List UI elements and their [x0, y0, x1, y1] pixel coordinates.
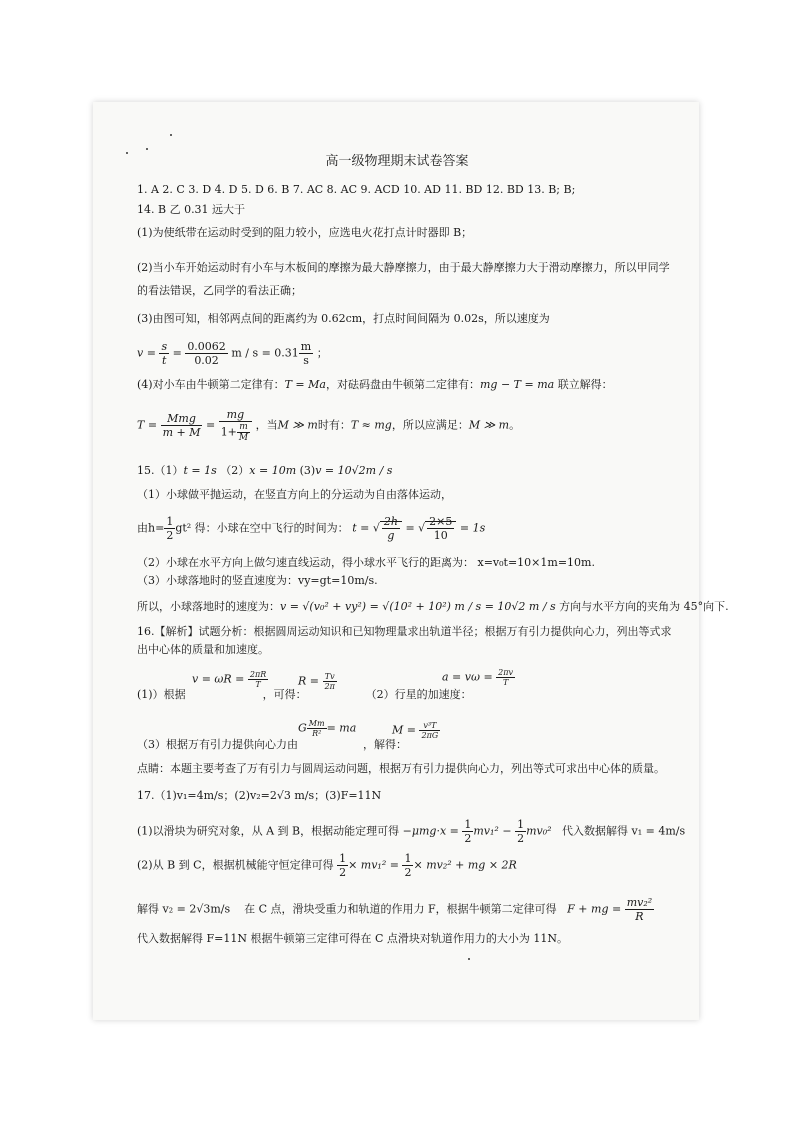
- formula-num: 1: [166, 515, 174, 528]
- formula-text: a = vω =: [442, 670, 493, 684]
- q15-answer-summary: [137, 464, 392, 478]
- formula-den: g: [387, 529, 395, 542]
- formula-den: 2: [464, 832, 472, 845]
- formula-num: m: [300, 340, 312, 353]
- text: 代入数据解得 v₁ = 4m/s: [562, 824, 686, 838]
- formula-den: T: [255, 680, 261, 689]
- formula-den: 2: [517, 832, 525, 845]
- formula-text: m / s = 0.31: [231, 346, 299, 360]
- formula-num: s: [161, 340, 168, 353]
- q17-part-1: [137, 818, 685, 845]
- text: ，所以应满足：: [391, 418, 469, 432]
- formula-den: 0.02: [194, 354, 219, 367]
- formula-text: T = Ma: [284, 378, 326, 391]
- formula-den: R: [635, 910, 644, 923]
- formula-text: v = ωR =: [192, 672, 245, 686]
- formula-num: 2πR: [249, 670, 267, 679]
- q14-part-1: (1)为使纸带在运动时受到的阻力较小，应选电火花打点计时器即 B；: [137, 226, 473, 239]
- q17-answer-summary: 17.（1)v₁=4m/s；(2)v₂=2√3 m/s；(3)F=11N: [137, 789, 382, 802]
- formula-text: T ≈ mg: [350, 418, 392, 432]
- q14-tension-formula: [137, 408, 520, 443]
- formula-den: 2: [339, 866, 347, 879]
- formula-text: mv₀²: [526, 824, 552, 838]
- q16-formula-acceleration: [442, 668, 515, 687]
- formula-text: =: [205, 418, 216, 432]
- formula-text: F + mg =: [567, 902, 622, 916]
- formula-text: mv₁² −: [473, 824, 512, 838]
- text: （2）: [220, 464, 250, 477]
- formula-text: G: [298, 721, 307, 735]
- formula-text: M =: [392, 723, 416, 737]
- formula-den: t: [162, 354, 167, 367]
- q14-part-4: [137, 378, 613, 392]
- formula-text: = 1s: [459, 521, 486, 535]
- formula-text: M ≫ m: [277, 418, 318, 432]
- formula-text: ；: [316, 346, 328, 360]
- speck-mark: [468, 958, 470, 960]
- formula-text: M ≫ m: [468, 418, 510, 432]
- formula-text: x = 10m: [249, 464, 297, 477]
- formula-num: 2πv: [498, 668, 514, 677]
- formula-den: T: [502, 678, 509, 687]
- formula-num: Mmg: [161, 412, 203, 426]
- text: 联立解得：: [557, 378, 613, 391]
- q16-line-1: [137, 688, 472, 702]
- q15-part-1: （1）小球做平抛运动，在竖直方向上的分运动为自由落体运动，: [137, 488, 452, 501]
- q16-formula-velocity: [192, 670, 268, 689]
- formula-text: × mv₂² + mg × 2R: [413, 858, 517, 872]
- formula-text: mg − T = ma: [479, 378, 555, 391]
- formula-text: = ma: [326, 721, 357, 735]
- formula-num: Tv: [323, 672, 337, 682]
- formula-text: t = 1s: [183, 464, 217, 477]
- q16-note: 点睛：本题主要考查了万有引力与圆周运动问题，根据万有引力提供向心力，列出等式可求出中心体的质量。: [137, 762, 665, 775]
- formula-text: 1+: [220, 425, 237, 439]
- formula-num: 2×5: [429, 515, 453, 528]
- page-title: 高一级物理期末试卷答案: [325, 154, 469, 169]
- text: 所以，小球落地时的速度为：: [137, 600, 280, 613]
- q16-formula-gravity: [298, 719, 356, 738]
- formula-num: v³T: [419, 721, 440, 731]
- q17-part-2: [137, 852, 517, 879]
- text: gt² 得：小球在空中飞行的时间为：: [175, 521, 349, 535]
- text: (3): [299, 464, 316, 477]
- text: 。: [509, 418, 521, 432]
- q16-analysis-2: 出中心体的质量和加速度。: [137, 643, 269, 656]
- formula-den: s: [303, 354, 309, 367]
- formula-num: m: [237, 422, 250, 433]
- text: (1)）根据: [137, 688, 186, 701]
- answers-line-2: 14. B 乙 0.31 远大于: [137, 203, 246, 216]
- q16-analysis-1: 16.【解析】试题分析：根据圆周运动知识和已知物理量求出轨道半径；根据万有引力提供向心力，列出等式求: [137, 625, 672, 638]
- formula-num: 0.0062: [187, 340, 226, 353]
- q16-line-2: [137, 738, 407, 752]
- formula-text: =: [405, 521, 415, 535]
- text: (1)以滑块为研究对象，从 A 到 B，根据动能定理可得: [137, 824, 400, 838]
- text: （2）行星的加速度：: [365, 688, 472, 701]
- text: 在 C 点，滑块受重力和轨道的作用力 F，根据牛顿第二定律可得: [244, 902, 557, 916]
- text: 时有：: [317, 418, 351, 432]
- text: 15.（1）: [137, 464, 184, 477]
- answers-line-1: 1. A 2. C 3. D 4. D 5. D 6. B 7. AC 8. AC 9. ACD 10. AD 11. BD 12. BD 13. B; B;: [137, 183, 576, 196]
- q14-part-3: (3)由图可知，相邻两点间的距离约为 0.62cm，打点时间间隔为 0.02s，所以速度为: [137, 312, 550, 325]
- formula-num: mv₂²: [626, 896, 653, 909]
- formula-num: 1: [464, 818, 472, 831]
- formula-den: 2: [166, 529, 174, 542]
- q15-part-2: （2）小球在水平方向上做匀速直线运动，得小球水平飞行的距离为： x=v₀t=10×1m=10m.: [137, 556, 595, 569]
- formula-text: T =: [137, 418, 158, 432]
- formula-text: v = 10√2m / s: [315, 464, 393, 477]
- q17-part-4: 代入数据解得 F=11N 根据牛顿第三定律可得在 C 点滑块对轨道作用力的大小为 11N。: [137, 932, 568, 945]
- q14-part-2a: (2)当小车开始运动时有小车与木板间的摩擦为最大静摩擦力，由于最大静摩擦力大于滑动摩擦力，所以甲同学: [137, 261, 670, 274]
- formula-den: m + M: [162, 426, 201, 439]
- text: ，对砝码盘由牛顿第二定律有：: [325, 378, 480, 391]
- formula-den: 2: [404, 866, 412, 879]
- formula-den: R²: [312, 729, 322, 738]
- formula-den: 2π: [324, 682, 335, 691]
- q14-part-2b: 的看法错误，乙同学的看法正确；: [137, 284, 302, 297]
- formula-num: 2h: [383, 515, 398, 528]
- formula-text: × mv₁² =: [348, 858, 399, 872]
- q15-part-3: （3）小球落地时的竖直速度为：vy=gt=10m/s.: [137, 574, 378, 587]
- q15-time-formula: 由h= $\frac{1}{2}$ gt² 得：小球在空中飞行的时间为： t = √ $\frac{2h}{g}$ = √ $\frac{2\times 5}{10}$ = 1s: [137, 515, 486, 542]
- q14-velocity-formula: v = $\frac{s}{t}$ = $\frac{0.0062}{0.02}$ m / s = 0.31 $\frac{m}{s}$ ；: [137, 340, 328, 367]
- text: 由h=: [137, 521, 165, 535]
- text: ，解得：: [363, 738, 407, 751]
- q17-part-3: [137, 896, 654, 923]
- formula-num: 1: [404, 852, 412, 865]
- formula-text: R =: [298, 674, 319, 688]
- text: (2)从 B 到 C，根据机械能守恒定律可得: [137, 858, 334, 872]
- formula-den: 10: [433, 529, 448, 542]
- formula-num: Mm: [308, 719, 325, 728]
- text: ，可得：: [262, 688, 307, 701]
- formula-den: 2πG: [421, 731, 439, 740]
- formula-text: −μmg·x =: [402, 824, 459, 838]
- formula-num: mg: [219, 408, 252, 422]
- q15-final-velocity: [137, 600, 729, 614]
- formula-den: M: [238, 433, 249, 443]
- formula-text: t =: [352, 521, 370, 535]
- text: （3）根据万有引力提供向心力由: [137, 738, 298, 751]
- text: 解得 v₂ = 2√3m/s: [137, 902, 231, 916]
- formula-text: v =: [137, 346, 156, 360]
- formula-text: v = √(v₀² + vy²) = √(10² + 10²) m / s = 10√2 m / s: [280, 600, 556, 613]
- text: 方向与水平方向的夹角为 45°向下.: [555, 600, 729, 613]
- speck-mark: [170, 134, 172, 136]
- formula-num: 1: [517, 818, 525, 831]
- formula-num: 1: [339, 852, 347, 865]
- text: ，当: [255, 418, 278, 432]
- text: (4)对小车由牛顿第二定律有：: [137, 378, 285, 391]
